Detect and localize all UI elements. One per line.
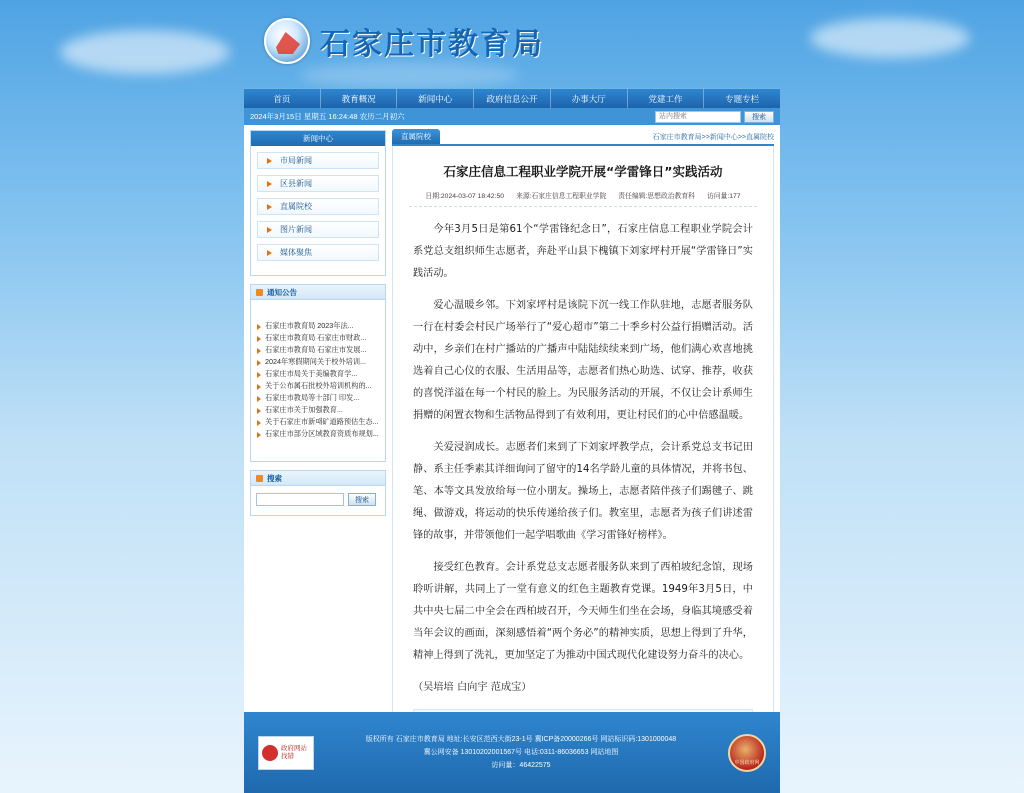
article-paragraph: 今年3月5日是第61个“学雷锋纪念日”，石家庄信息工程职业学院会计系党总支组织师生志愿者，奔赴平山县下槐镇下刘家坪村开展“学雷锋日”实践活动。 <box>413 224 753 279</box>
tab-affiliated-schools[interactable]: 直属院校 <box>392 129 440 144</box>
article-date: 日期:2024-03-07 18:42:50 <box>425 193 505 200</box>
article-paragraph: 关爱浸润成长。志愿者们来到了下刘家坪教学点，会计系党总支书记田静、系主任季素其详细询问了留守的14名学龄儿童的具体情况，并将书包、笔、本等文具发放给每一位小朋友。操场上，志愿者陪伴孩子们踢毽子、跳绳、做游戏，将运动的快乐传递给孩子们。教室里，志愿者为孩子们讲述雷锋的故事，并带领他们一起学唱歌曲《学习雷锋好榜样》。 <box>413 442 753 541</box>
footer-line-copyright: 版权所有 石家庄市教育局 地址:长安区范西大街23-1号 冀ICP备20000266号 网站标识码:1301000048 <box>365 736 677 743</box>
breadcrumb: 石家庄市教育局>>新闻中心>>直属院校 <box>652 134 774 141</box>
site-title: 石家庄市教育局 <box>320 27 544 62</box>
nav-item-gov-info[interactable]: 政府信息公开 <box>474 89 551 108</box>
notice-panel-title: 通知公告 <box>251 285 385 300</box>
nav-item-news[interactable]: 新闻中心 <box>397 89 474 108</box>
list-item[interactable]: 石家庄市教育局 石家庄市财政... <box>256 332 380 344</box>
cloud-decoration <box>810 18 970 58</box>
article-paragraph: 接受红色教育。会计系党总支志愿者服务队来到了西柏坡纪念馆，现场聆听讲解，共同上了一堂有意义的红色主题教育党课。1949年3月5日，中共中央七届二中全会在西柏坡召开，今天师生们坐在会场，身临其境感受着当年会议的画面，深刻感悟着“两个务必”的精神实质，思想上得到了升华，精神上得到了洗礼，更加坚定了为推动中国式现代化建设努力奋斗的决心。 <box>413 562 753 661</box>
sidebar-search-form[interactable] <box>251 486 385 515</box>
header-search-button[interactable]: 搜索 <box>744 111 774 123</box>
article-editor: 责任编辑:思想政治教育科 <box>618 193 695 200</box>
main-column <box>392 130 774 704</box>
notice-list <box>251 316 385 445</box>
footer-line-visits: 访问量：46422575 <box>491 762 551 769</box>
list-item[interactable]: 石家庄市教局等十部门 印发... <box>256 392 380 404</box>
info-bar <box>244 108 780 125</box>
footer-info <box>314 733 728 772</box>
article-container <box>392 146 774 740</box>
emblem-icon <box>264 18 310 64</box>
nav-item-special-column[interactable]: 专题专栏 <box>725 93 760 104</box>
site-banner <box>244 0 780 88</box>
sidebar-search-title: 搜索 <box>251 471 385 486</box>
current-date-text: 2024年3月15日 星期五 16:24:48 农历二月初六 <box>250 112 405 121</box>
report-flag-icon <box>262 745 278 761</box>
sidebar-item-affiliated-schools[interactable]: 直属院校 <box>257 198 379 215</box>
gov-website-report-label: 政府网站 找错 <box>281 744 307 760</box>
article-body <box>409 207 757 699</box>
list-item[interactable]: 石家庄市教育局 石家庄市发展... <box>256 344 380 356</box>
header-search[interactable] <box>655 111 774 123</box>
news-center-panel-title: 新闻中心 <box>251 131 385 146</box>
nav-item-service-hall[interactable]: 办事大厅 <box>551 89 628 108</box>
article-paragraph: 爱心温暖乡邻。下刘家坪村是该院下沉一线工作队驻地，志愿者服务队一行在村委会村民广场举行了“爱心超市”第二十季乡村公益行捐赠活动。活动中，乡亲们在村广播站的广播声中陆陆续续来到广场，他们满心欢喜地挑选着自己心仪的衣服、生活用品等，志愿者们热心助选、试穿、推荐，收获的喜悦洋溢在每一个村民的脸上。为民服务活动的开展，不仅让会计系师生捐赠的闲置衣物和生活物品得到了有效利用，更让村民们的心中倍感温暖。 <box>413 300 753 421</box>
list-item[interactable]: 石家庄市教育局 2023年法... <box>256 320 380 332</box>
list-item[interactable]: 关于石家庄市新때矿道路预估生态... <box>256 416 380 428</box>
header-search-input[interactable] <box>655 111 741 123</box>
article-views: 访问量:177 <box>706 193 741 200</box>
article-source: 来源:石家庄信息工程职业学院 <box>516 193 607 200</box>
notice-panel <box>250 284 386 462</box>
article-meta <box>409 190 757 207</box>
page-title: 石家庄信息工程职业学院开展“学雷锋日”实践活动 <box>443 164 723 179</box>
news-center-panel <box>250 130 386 276</box>
list-item[interactable]: 石家庄市局关于美编教育学... <box>256 368 380 380</box>
list-item[interactable]: 石家庄市部分区域教育资质布规划... <box>256 428 380 440</box>
sidebar-item-photo-news[interactable]: 图片新闻 <box>257 221 379 238</box>
list-item[interactable]: 石家庄市关于加强教育... <box>256 404 380 416</box>
site-logo[interactable] <box>264 18 544 64</box>
sidebar-item-district-news[interactable]: 区县新闻 <box>257 175 379 192</box>
nav-item-party-work[interactable]: 党建工作 <box>628 89 705 108</box>
sidebar <box>250 130 386 704</box>
article-byline: （吴培培 白向宇 范成宝） <box>413 682 532 693</box>
cloud-decoration <box>60 30 230 74</box>
sidebar-item-media-focus[interactable]: 媒体聚焦 <box>257 244 379 261</box>
nav-item-home[interactable]: 首页 <box>244 89 321 108</box>
list-item[interactable]: 2024年寒假期间关于校外培训... <box>256 356 380 368</box>
main-navigation[interactable] <box>244 88 780 108</box>
sidebar-item-bureau-news[interactable]: 市局新闻 <box>257 152 379 169</box>
list-item[interactable]: 关于公布属石批校外培训机构的... <box>256 380 380 392</box>
gov-website-report-badge[interactable] <box>258 736 314 770</box>
sidebar-search-panel <box>250 470 386 516</box>
gov-seal-icon[interactable]: 中国政府网 <box>728 734 766 772</box>
search-button[interactable]: 搜索 <box>348 493 376 506</box>
site-footer <box>244 712 780 793</box>
footer-line-contact: 冀公网安备 13010202001567号 电话:0311-86036653 网站地图 <box>423 749 619 756</box>
news-center-menu <box>251 146 385 275</box>
nav-item-overview[interactable]: 教育概况 <box>321 89 398 108</box>
content-area <box>244 125 780 712</box>
search-input[interactable] <box>256 493 344 506</box>
main-header <box>392 130 774 146</box>
